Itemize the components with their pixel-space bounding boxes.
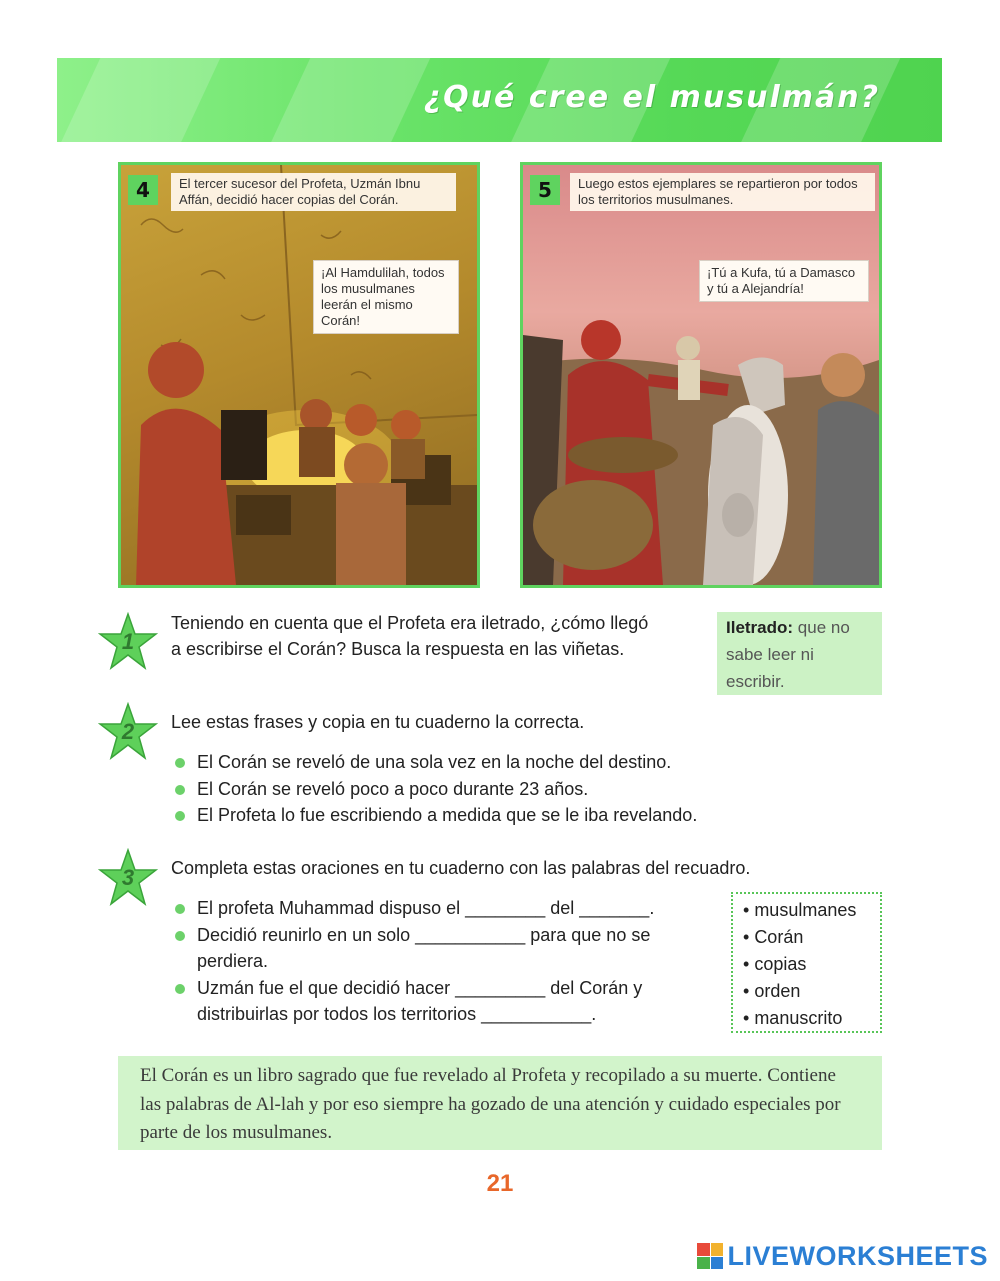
list-item: El profeta Muhammad dispuso el ________ del _______.	[173, 895, 713, 922]
word-bank	[731, 892, 882, 1033]
activity-1-text: Teniendo en cuenta que el Profeta era iletrado, ¿cómo llegó a escribirse el Corán? Busca la respuesta en las viñetas.	[171, 613, 649, 659]
brand-footer[interactable]	[697, 1240, 988, 1272]
liveworksheets-logo-icon	[697, 1243, 723, 1269]
list-item: El Corán se reveló poco a poco durante 23 años.	[173, 776, 793, 803]
word-bank-item: • Corán	[743, 924, 870, 951]
list-item: El Corán se reveló de una sola vez en la noche del destino.	[173, 749, 793, 776]
page-number: 21	[486, 1170, 514, 1197]
activity-3-sentences	[173, 895, 713, 1028]
glossary-definition: que no sabe leer ni escribir.	[726, 618, 850, 691]
brand-name: LIVEWORKSHEETS	[727, 1240, 988, 1271]
word-bank-item: • orden	[743, 978, 870, 1005]
activity-2-options	[173, 749, 793, 829]
panel-5-speech-bubble: ¡Tú a Kufa, tú a Damasco y tú a Alejandría!	[699, 260, 869, 302]
list-item: Decidió reunirlo en un solo ___________ para que no se perdiera.	[173, 922, 713, 975]
word-bank-item: • manuscrito	[743, 1005, 870, 1032]
panel-number-5: 5	[530, 175, 560, 205]
panel-4-speech-bubble: ¡Al Hamdulilah, todos los musulmanes leerán el mismo Corán!	[313, 260, 459, 334]
word-bank-item: • copias	[743, 951, 870, 978]
activity-2-text: Lee estas frases y copia en tu cuaderno la correcta.	[171, 712, 585, 732]
activity-3-text: Completa estas oraciones en tu cuaderno con las palabras del recuadro.	[171, 858, 751, 878]
activity-star-1: 1	[98, 612, 158, 672]
page-title: ¿Qué cree el musulmán?	[423, 80, 880, 115]
word-bank-item: • musulmanes	[743, 897, 870, 924]
comic-panel-5	[520, 162, 882, 588]
header-band	[57, 58, 942, 142]
summary-box: El Corán es un libro sagrado que fue revelado al Profeta y recopilado a su muerte. Contiene las palabras de Al-lah y por eso siempre ha gozado de una atención y cuidado especiales por parte de los musulmanes.	[118, 1056, 882, 1150]
list-item: Uzmán fue el que decidió hacer _________ del Corán y distribuirlas por todos los territorios ___________.	[173, 975, 713, 1028]
scribes-illustration	[121, 165, 477, 585]
activity-star-3: 3	[98, 848, 158, 908]
glossary-term: Iletrado:	[726, 618, 794, 637]
riders-illustration	[523, 165, 879, 585]
panel-5-caption: Luego estos ejemplares se repartieron por todos los territorios musulmanes.	[570, 173, 875, 211]
panel-4-caption: El tercer sucesor del Profeta, Uzmán Ibnu Affán, decidió hacer copias del Corán.	[171, 173, 456, 211]
glossary-box	[717, 612, 882, 695]
list-item: El Profeta lo fue escribiendo a medida que se le iba revelando.	[173, 802, 793, 829]
comic-panel-4	[118, 162, 480, 588]
panel-number-4: 4	[128, 175, 158, 205]
activity-star-2: 2	[98, 702, 158, 762]
